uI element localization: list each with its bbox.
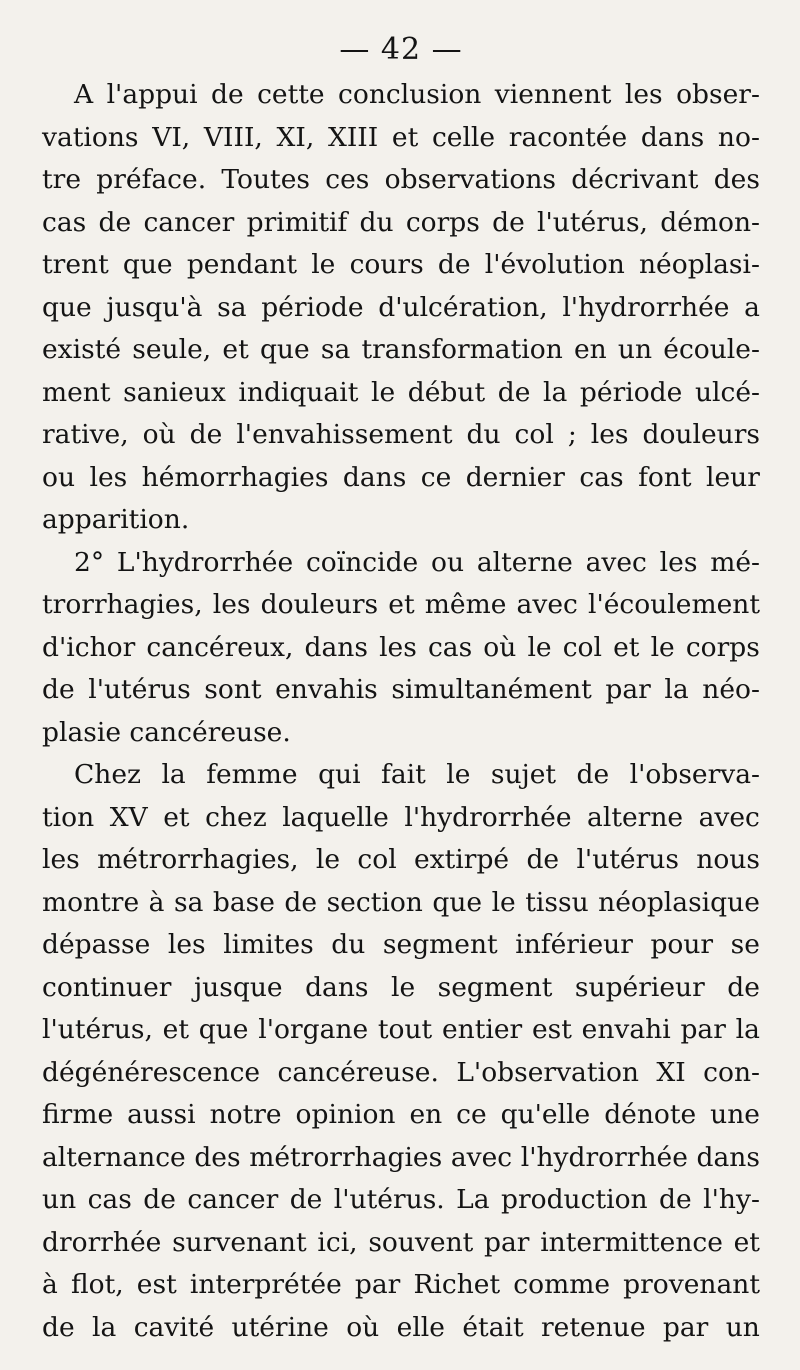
text-line: plasie cancéreuse. xyxy=(42,716,291,748)
text-line: dépasse les limites du segment inférieur pour se xyxy=(42,929,760,960)
text-line: trent que pendant le cours de l'évolution néoplasi- xyxy=(42,249,760,280)
paragraph xyxy=(42,754,760,1349)
body-text xyxy=(42,74,760,1349)
text-line: ou les hémorrhagies dans ce dernier cas font leur xyxy=(42,461,760,493)
text-line: à flot, est interprétée par Richet comme provenant xyxy=(42,1269,760,1300)
text-line: cas de cancer primitif du corps de l'utérus, démon- xyxy=(42,206,760,238)
text-line: dégénérescence cancéreuse. L'observation XI con- xyxy=(42,1056,760,1088)
paragraph xyxy=(42,74,760,542)
text-line: A l'appui de cette conclusion viennent les obser- xyxy=(74,79,760,110)
text-line: montre à sa base de section que le tissu néoplasique xyxy=(42,886,760,918)
text-line: de la cavité utérine où elle était retenue par un xyxy=(42,1311,760,1343)
text-line: tion XV et chez laquelle l'hydrorrhée alterne avec xyxy=(42,801,760,833)
text-line: alternance des métrorrhagies avec l'hydrorrhée dans xyxy=(42,1141,760,1173)
text-line: les métrorrhagies, le col extirpé de l'utérus nous xyxy=(42,844,760,875)
text-line: que jusqu'à sa période d'ulcération, l'hydrorrhée a xyxy=(42,291,760,323)
text-line: l'utérus, et que l'organe tout entier est envahi par la xyxy=(42,1014,760,1045)
text-line: rative, où de l'envahissement du col ; les douleurs xyxy=(42,419,760,450)
text-line: de l'utérus sont envahis simultanément par la néo- xyxy=(42,674,760,705)
text-line: d'ichor cancéreux, dans les cas où le col et le corps xyxy=(42,631,760,663)
page-number: — 42 — xyxy=(339,32,463,67)
text-line: 2° L'hydrorrhée coïncide ou alterne avec les mé- xyxy=(74,546,760,578)
text-line: Chez la femme qui fait le sujet de l'observa- xyxy=(74,759,760,790)
text-line: ment sanieux indiquait le début de la période ulcé- xyxy=(42,376,760,408)
text-line: vations VI, VIII, XI, XIII et celle racontée dans no- xyxy=(42,121,760,153)
text-line: existé seule, et que sa transformation en un écoule- xyxy=(42,334,760,365)
text-line: firme aussi notre opinion en ce qu'elle dénote une xyxy=(42,1099,760,1130)
text-line: apparition. xyxy=(42,504,190,535)
text-line: un cas de cancer de l'utérus. La production de l'hy- xyxy=(42,1184,760,1215)
text-line: trorrhagies, les douleurs et même avec l'écoulement xyxy=(42,589,760,620)
paragraph xyxy=(42,542,760,755)
text-line: continuer jusque dans le segment supérieur de xyxy=(42,971,760,1003)
text-line: drorrhée survenant ici, souvent par intermittence et xyxy=(42,1226,760,1258)
text-line: tre préface. Toutes ces observations décrivant des xyxy=(42,164,760,195)
